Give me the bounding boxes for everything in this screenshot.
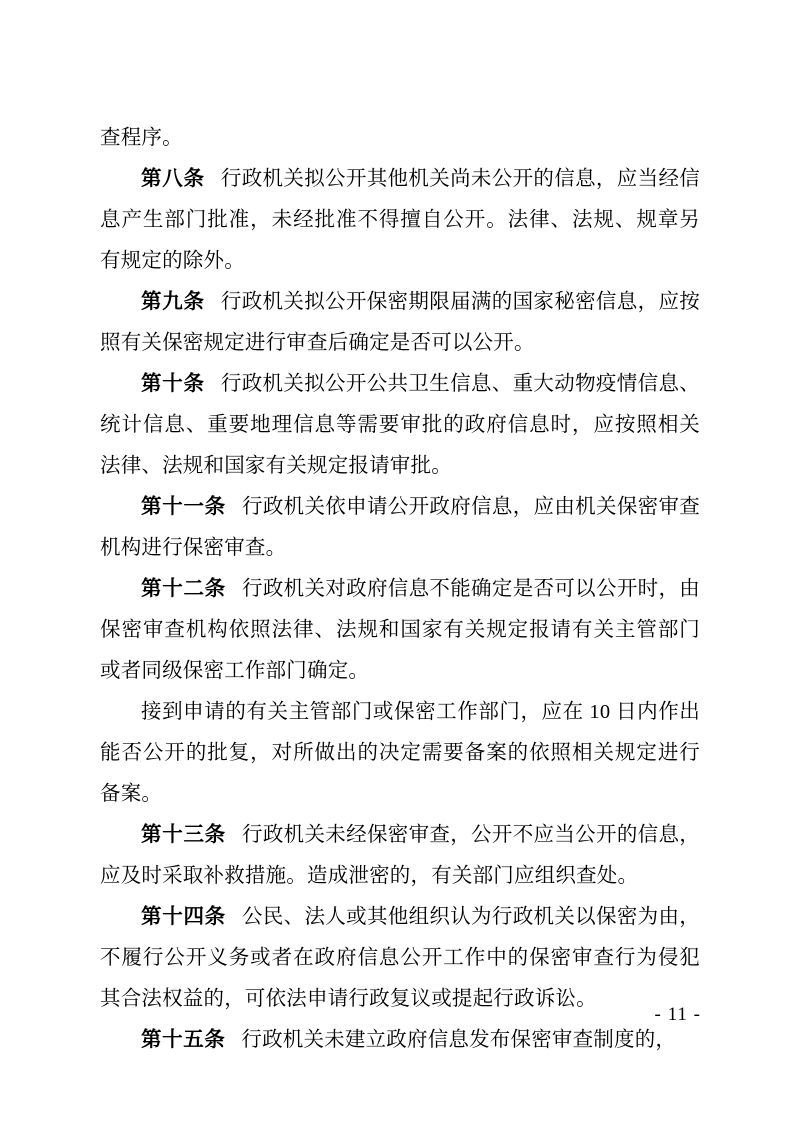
document-body — [100, 118, 700, 1061]
paragraph-article-11 — [100, 487, 700, 569]
paragraph-continuation — [100, 118, 700, 159]
article-label: 第十五条 — [141, 1029, 226, 1051]
paragraph-article-15 — [100, 1020, 700, 1061]
paragraph-text: 公民、法人或其他组织认为行政机关以保密为由，不履行公开义务或者在政府信息公开工作中的保密审查行为侵犯其合法权益的，可依法申请行政复议或提起行政诉讼。 — [100, 906, 700, 1010]
article-label: 第十四条 — [141, 906, 226, 928]
paragraph-article-13 — [100, 815, 700, 897]
paragraph-article-12 — [100, 569, 700, 692]
paragraph-text: 行政机关依申请公开政府信息，应由机关保密审查机构进行保密审查。 — [100, 496, 700, 559]
paragraph-text: 行政机关拟公开保密期限届满的国家秘密信息，应按照有关保密规定进行审查后确定是否可以公开。 — [100, 291, 700, 354]
article-label: 第十二条 — [141, 578, 226, 600]
paragraph-article-10 — [100, 364, 700, 487]
paragraph-text: 行政机关对政府信息不能确定是否可以公开时，由保密审查机构依照法律、法规和国家有关规定报请有关主管部门或者同级保密工作部门确定。 — [100, 578, 700, 682]
article-label: 第十条 — [141, 373, 205, 395]
paragraph-text: 行政机关拟公开公共卫生信息、重大动物疫情信息、统计信息、重要地理信息等需要审批的政府信息时，应按照相关法律、法规和国家有关规定报请审批。 — [100, 373, 700, 477]
paragraph-article-12-second — [100, 692, 700, 815]
article-label: 第十三条 — [141, 824, 226, 846]
article-label: 第九条 — [141, 291, 205, 313]
paragraph-text: 行政机关未建立政府信息发布保密审查制度的， — [241, 1029, 677, 1051]
article-label: 第十一条 — [141, 496, 226, 518]
page-number: - 11 - — [654, 1004, 701, 1025]
article-label: 第八条 — [141, 168, 205, 190]
paragraph-text: 查程序。 — [100, 127, 183, 149]
paragraph-text: 接到申请的有关主管部门或保密工作部门，应在 10 日内作出能否公开的批复，对所做出的决定需要备案的依照相关规定进行备案。 — [100, 701, 700, 805]
paragraph-article-8 — [100, 159, 700, 282]
paragraph-text: 行政机关未经保密审查，公开不应当公开的信息，应及时采取补救措施。造成泄密的，有关部门应组织查处。 — [100, 824, 700, 887]
paragraph-text: 行政机关拟公开其他机关尚未公开的信息，应当经信息产生部门批准，未经批准不得擅自公开。法律、法规、规章另有规定的除外。 — [100, 168, 700, 272]
paragraph-article-14 — [100, 897, 700, 1020]
paragraph-article-9 — [100, 282, 700, 364]
